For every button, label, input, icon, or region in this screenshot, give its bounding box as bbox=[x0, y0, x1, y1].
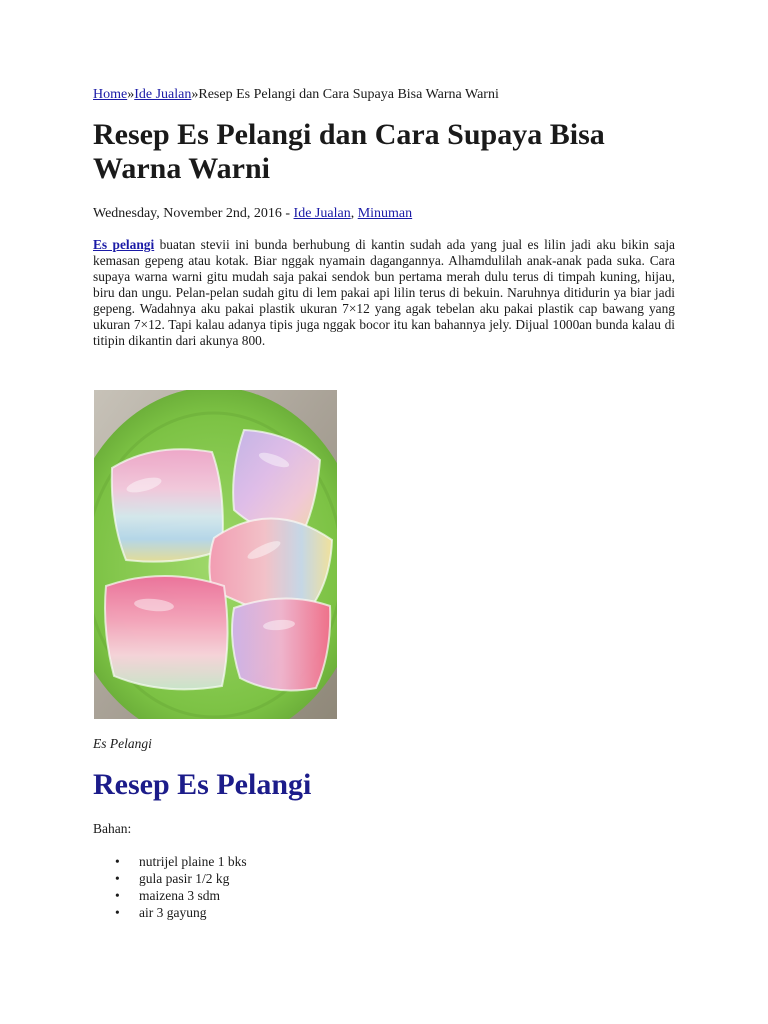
category-link-ide-jualan[interactable]: Ide Jualan bbox=[293, 206, 351, 221]
page-title: Resep Es Pelangi dan Cara Supaya Bisa Warna Warni bbox=[93, 118, 605, 185]
list-item bbox=[115, 870, 247, 887]
jelly-pack bbox=[105, 576, 228, 689]
list-item bbox=[115, 853, 247, 870]
intro-text: buatan stevii ini bunda berhubung di kantin sudah ada yang jual es lilin jadi aku bikin saja kemasan gepeng atau kotak. Biar nggak nyamain dagangannya. Alhamdulilah anak-anak pada suka. Cara supaya warna warni gitu mudah saja pakai sendok bun pertama merah dulu terus di timpah kuning, hijau, biru dan ungu. Pelan-pelan sudah gitu di lem pakai api lilin terus di bekuin. Naruhnya ditidurin ya biar jadi gepeng. Wadahnya aku pakai plastik ukuran 7×12 yang agak tebelan aku pakai plastik cap bawang yang ukuran 7×12. Tapi kalau adanya tipis juga nggak bocor itu kan bahannya jely. Dijual 1000an bunda kalau di titipin dikantin dari akunya 800. bbox=[93, 237, 675, 348]
breadcrumb-current: Resep Es Pelangi dan Cara Supaya Bisa Warna Warni bbox=[198, 87, 499, 102]
list-item bbox=[115, 904, 247, 921]
bullet-icon: • bbox=[115, 871, 120, 886]
meta-separator: - bbox=[281, 206, 294, 221]
es-pelangi-link[interactable]: Es pelangi bbox=[93, 237, 155, 252]
jelly-pack bbox=[232, 598, 330, 690]
breadcrumb-home-link[interactable]: Home bbox=[93, 87, 128, 102]
bullet-icon: • bbox=[115, 888, 120, 903]
ingredient-text: air 3 gayung bbox=[139, 905, 207, 920]
article-intro-paragraph bbox=[93, 237, 675, 349]
post-date: Wednesday, November 2nd, 2016 bbox=[93, 206, 282, 221]
ingredient-text: nutrijel plaine 1 bks bbox=[139, 854, 247, 869]
breadcrumb-category-link[interactable]: Ide Jualan bbox=[134, 87, 192, 102]
jelly-pack bbox=[112, 449, 223, 561]
ingredients-list bbox=[115, 853, 247, 921]
breadcrumb-separator: » bbox=[191, 87, 199, 102]
es-pelangi-photo bbox=[94, 390, 337, 719]
ingredient-text: gula pasir 1/2 kg bbox=[139, 871, 230, 886]
post-meta bbox=[93, 205, 412, 223]
image-caption: Es Pelangi bbox=[93, 736, 152, 751]
breadcrumb bbox=[93, 86, 499, 104]
category-separator: , bbox=[350, 206, 358, 221]
es-pelangi-illustration bbox=[94, 390, 337, 719]
recipe-heading: Resep Es Pelangi bbox=[93, 768, 312, 801]
bullet-icon: • bbox=[115, 854, 120, 869]
list-item bbox=[115, 887, 247, 904]
ingredient-text: maizena 3 sdm bbox=[139, 888, 220, 903]
bullet-icon: • bbox=[115, 905, 120, 920]
category-link-minuman[interactable]: Minuman bbox=[357, 206, 413, 221]
ingredients-label: Bahan: bbox=[93, 821, 132, 836]
breadcrumb-separator: » bbox=[127, 87, 135, 102]
